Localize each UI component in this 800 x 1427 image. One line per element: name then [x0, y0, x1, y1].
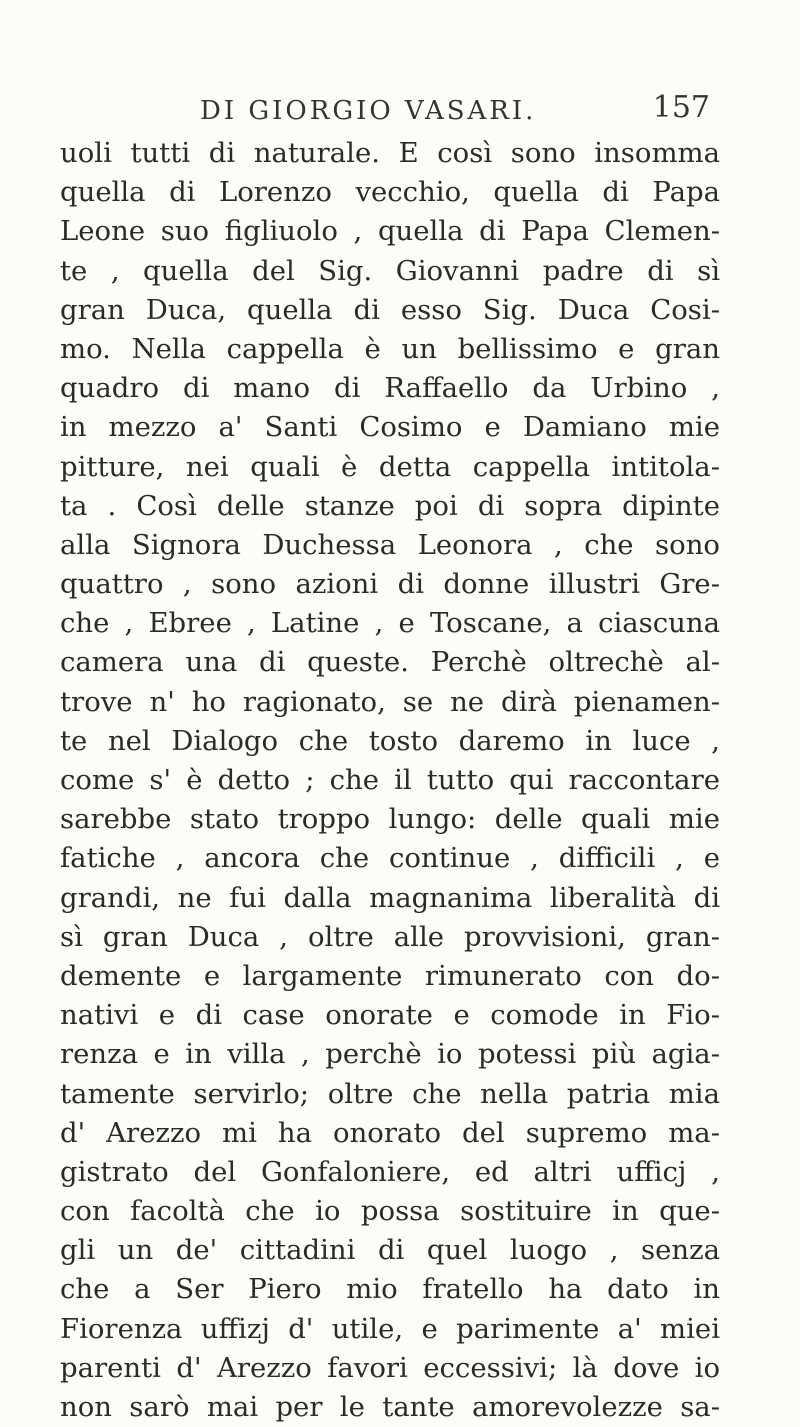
text-line: quattro , sono azioni di donne illustri Gre- [60, 568, 720, 601]
text-line: renza e in villa , perchè io potessi più agia- [60, 1038, 720, 1071]
text-line: camera una di queste. Perchè oltrechè al- [60, 646, 720, 679]
text-line: come s' è detto ; che il tutto qui raccontare [60, 764, 720, 796]
text-line: non sarò mai per le tante amorevolezze sa- [60, 1391, 720, 1423]
text-line: sarebbe stato troppo lungo: delle quali mie [60, 803, 720, 836]
text-line: grandi, ne fui dalla magnanima liberalità di [60, 881, 720, 914]
text-line: con facoltà che io possa sostituire in que- [60, 1195, 720, 1228]
text-line: Fiorenza uffizj d' utile, e parimente a' miei [60, 1312, 720, 1345]
text-line: gran Duca, quella di esso Sig. Duca Cosi- [60, 293, 720, 326]
body-text [60, 134, 720, 1427]
text-line: che , Ebree , Latine , e Toscane, a ciascuna [60, 607, 720, 640]
text-line: te nel Dialogo che tosto daremo in luce , [60, 724, 720, 757]
text-line: che a Ser Piero mio fratello ha dato in [60, 1273, 720, 1306]
page-header [200, 86, 720, 130]
text-line: in mezzo a' Santi Cosimo e Damiano mie [60, 411, 720, 444]
text-line: uoli tutti di naturale. E così sono insomma [60, 137, 720, 169]
text-line: gli un de' cittadini di quel luogo , senza [60, 1234, 720, 1267]
text-line: ta . Così delle stanze poi di sopra dipinte [60, 489, 720, 522]
page-number: 157 [652, 90, 710, 125]
text-line: te , quella del Sig. Giovanni padre di sì [60, 254, 720, 287]
text-line: pitture, nei quali è detta cappella intitola- [60, 450, 720, 483]
text-line: d' Arezzo mi ha onorato del supremo ma- [60, 1116, 720, 1149]
text-line: sì gran Duca , oltre alle provvisioni, gran- [60, 920, 720, 953]
text-line: nativi e di case onorate e comode in Fio- [60, 999, 720, 1032]
running-head: DI GIORGIO VASARI. [200, 96, 537, 126]
text-line: alla Signora Duchessa Leonora , che sono [60, 528, 720, 561]
text-line: quadro di mano di Raffaello da Urbino , [60, 372, 720, 405]
text-line: gistrato del Gonfaloniere, ed altri ufficj , [60, 1155, 720, 1188]
text-line: demente e largamente rimunerato con do- [60, 959, 720, 992]
text-line: quella di Lorenzo vecchio, quella di Papa [60, 176, 720, 209]
text-line: fatiche , ancora che continue , difficili , e [60, 842, 720, 875]
text-line: trove n' ho ragionato, se ne dirà pienamen- [60, 685, 720, 718]
text-line: mo. Nella cappella è un bellissimo e gran [60, 332, 720, 365]
text-line: tamente servirlo; oltre che nella patria mia [60, 1077, 720, 1110]
text-line: parenti d' Arezzo favori eccessivi; là dove io [60, 1351, 720, 1384]
text-line: Leone suo figliuolo , quella di Papa Clemen- [60, 215, 720, 248]
